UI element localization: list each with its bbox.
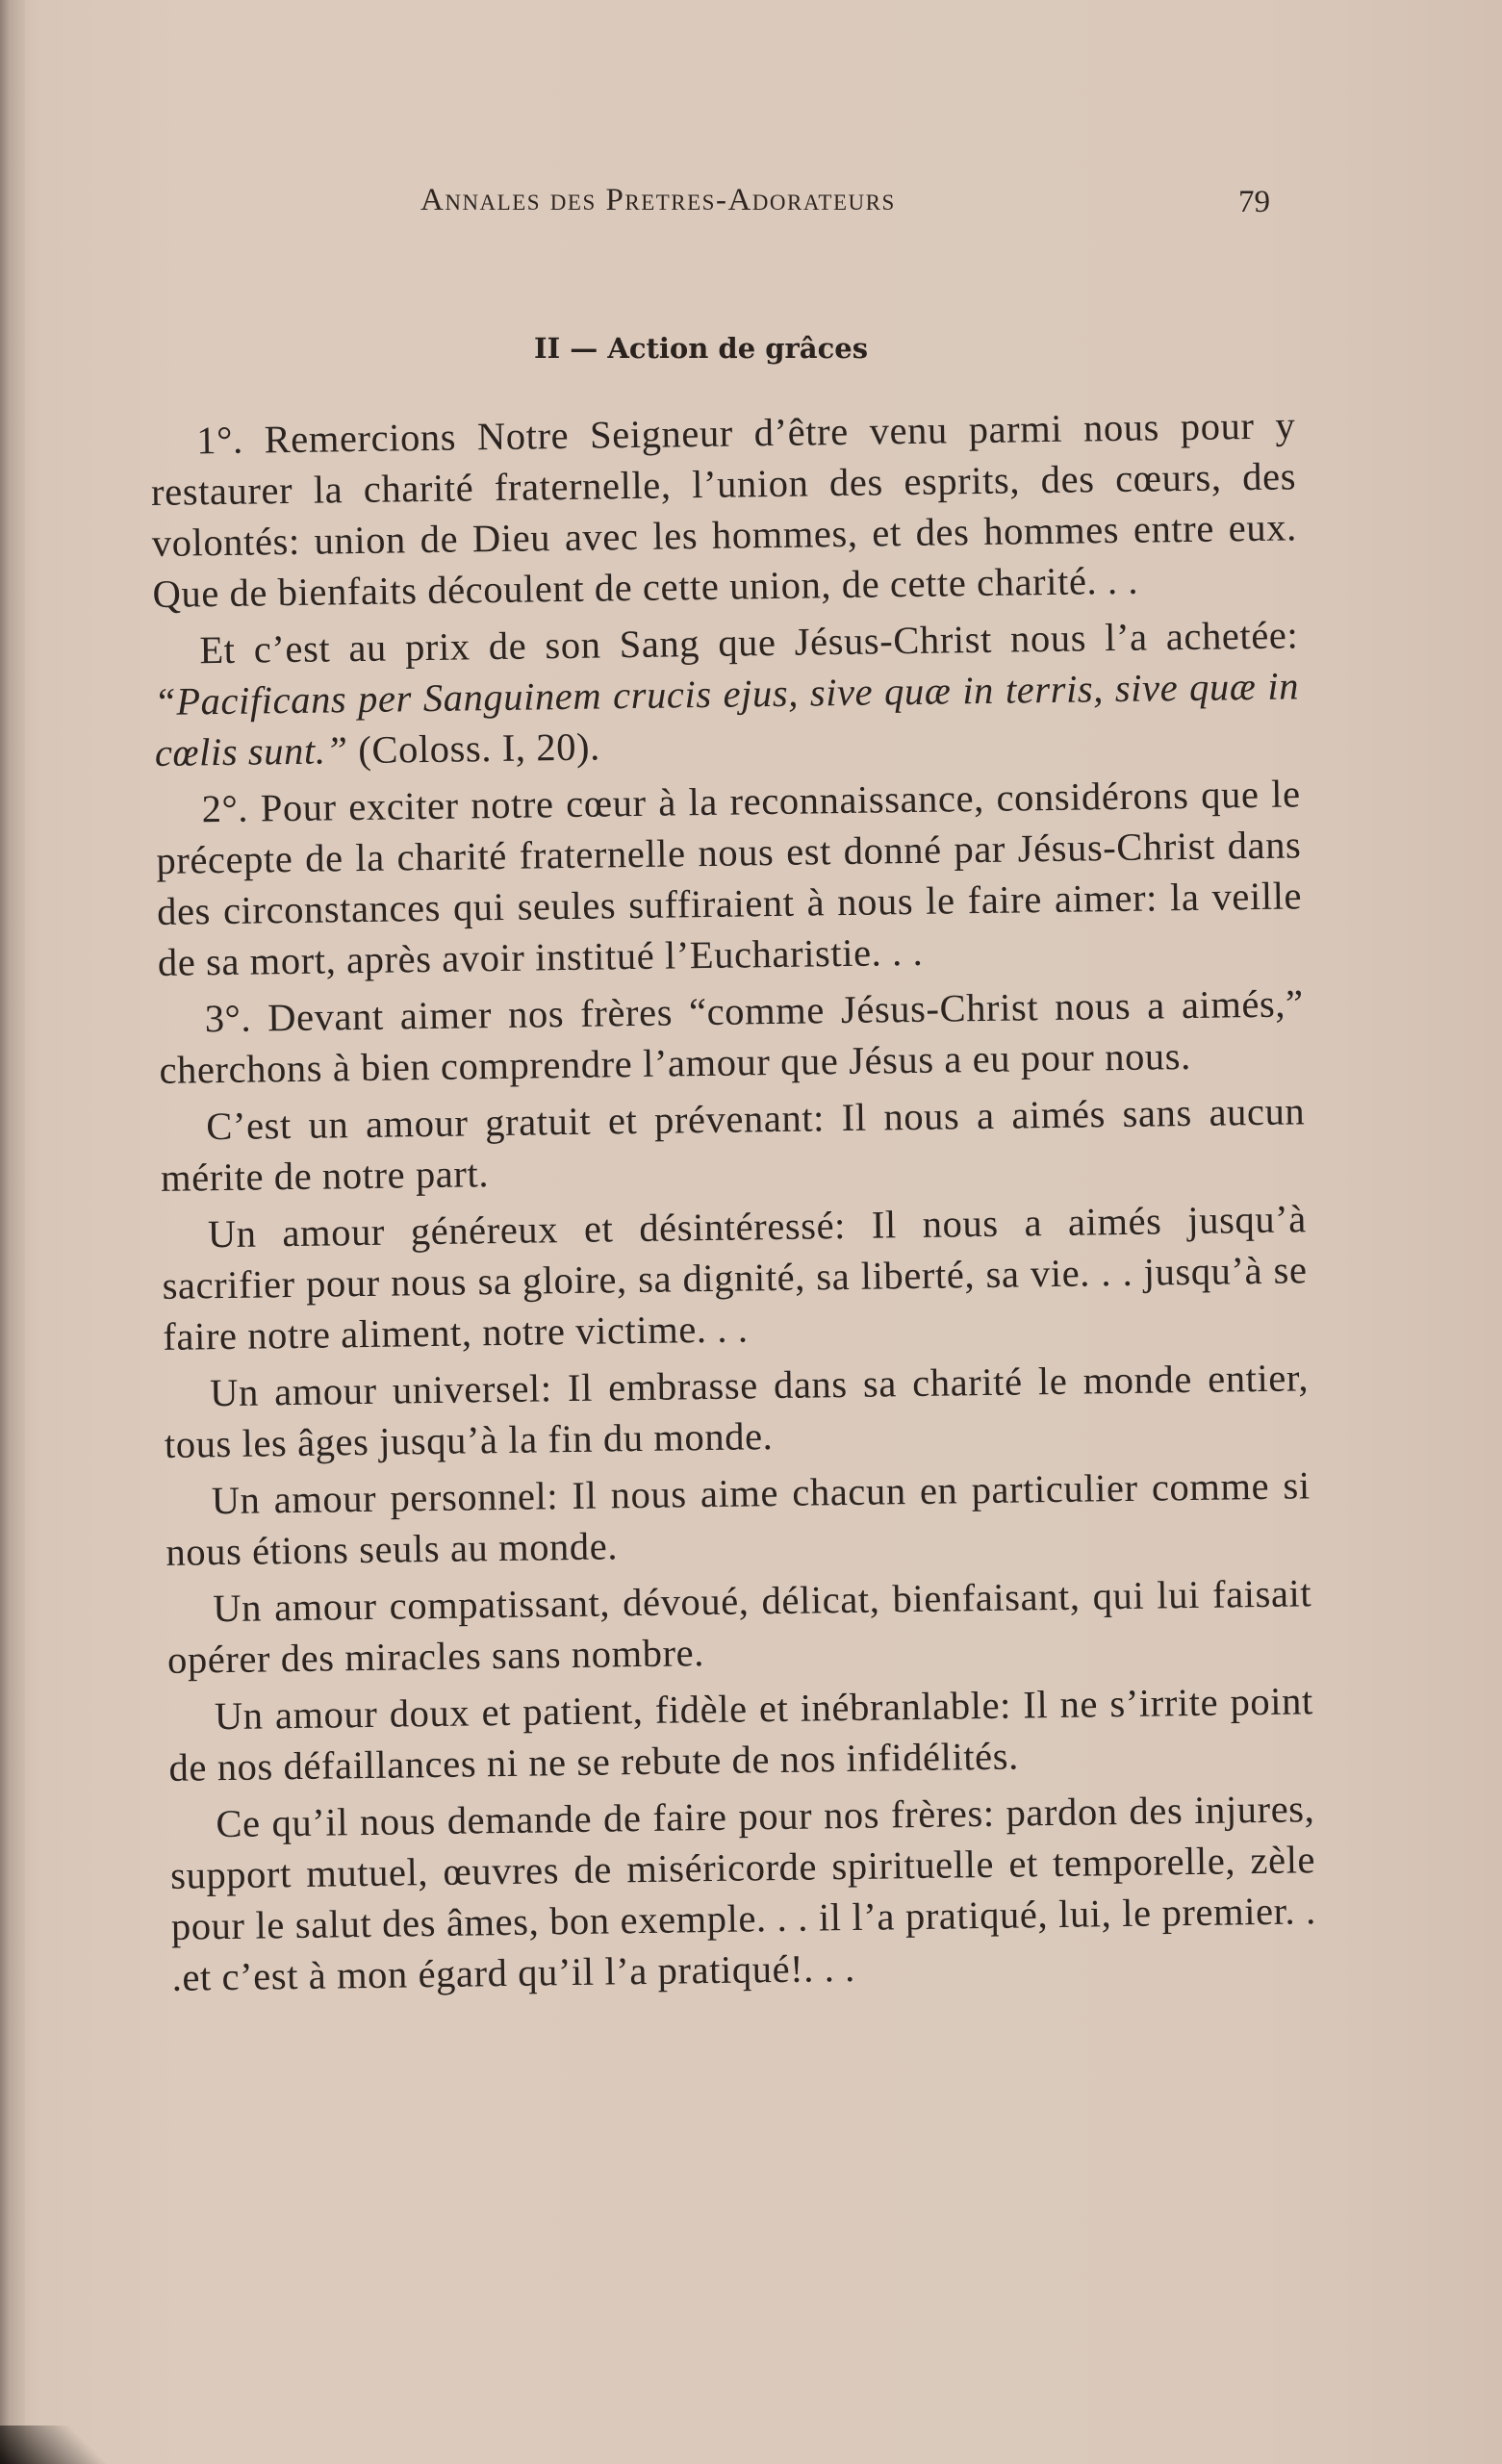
paragraph-2 <box>153 609 1300 778</box>
paragraph-1 <box>150 399 1298 620</box>
corner-shadow <box>0 2426 115 2464</box>
paragraph-text: 2°. Pour exciter notre cœur à la reconnaissance, considérons que le précepte de la charité fraternelle nous est donné par Jésus-Christ dans des circonstances qui seules suffiraient à nous le faire aimer: la veille de sa mort, après avoir institué l’Eucharistie. . . <box>156 772 1303 984</box>
page-number: 79 <box>1238 185 1270 219</box>
citation: (Coloss. I, 20). <box>347 724 601 773</box>
paragraph-text: Un amour compatissant, dévoué, délicat, bienfaisant, qui lui faisait opérer des miracles sans nombre. <box>166 1571 1312 1682</box>
paragraph-text: Et c’est au prix de son Sang que Jésus-Christ nous l’a achetée: <box>199 613 1299 673</box>
section-title: II — Action de grâces <box>534 332 869 365</box>
paragraph-text: Un amour doux et patient, fidèle et inébranlable: Il ne s’irrite point de nos défaillances ni ne se rebute de nos infidélités. <box>168 1679 1314 1790</box>
paragraph-8 <box>165 1460 1311 1578</box>
body-text <box>150 399 1317 2002</box>
paragraph-5 <box>160 1085 1306 1204</box>
paragraph-text: 1°. Remercions Notre Seigneur d’être venu parmi nous pour y restaurer la charité fraternelle, l’union des esprits, des cœurs, des volontés: union de Dieu avec les hommes, et des hommes entre eux. Que de bienfaits découlent de cette union, de cette charité. . . <box>150 403 1298 616</box>
latin-quote: “Pacificans per Sanguinem crucis ejus, sive quæ in terris, sive quæ in cœlis sunt.” <box>153 664 1300 775</box>
paragraph-4 <box>158 978 1304 1096</box>
paragraph-text: Ce qu’il nous demande de faire pour nos frères: pardon des injures, support mutuel, œuvres de miséricorde spirituelle et temporelle, zèle pour le salut des âmes, bon exemple. . . il l’a pratiqué, lui, le premier. . .et c’est à mon égard qu’il l’a pratiqué!. . . <box>169 1787 1317 1999</box>
paragraph-6 <box>162 1193 1309 1362</box>
running-head: Annales des Pretres-Adorateurs <box>420 183 896 217</box>
paragraph-10 <box>168 1675 1314 1793</box>
paragraph-3 <box>155 768 1303 988</box>
paragraph-text: Un amour universel: Il embrasse dans sa charité le monde entier, tous les âges jusqu’à la fin du monde. <box>164 1356 1310 1466</box>
paragraph-text: C’est un amour gratuit et prévenant: Il nous a aimés sans aucun mérite de notre part. <box>160 1089 1306 1200</box>
paragraph-7 <box>164 1352 1310 1470</box>
paragraph-text: Un amour personnel: Il nous aime chacun en particulier comme si nous étions seuls au monde. <box>165 1463 1311 1574</box>
paragraph-text: 3°. Devant aimer nos frères “comme Jésus-Christ nous a aimés,” cherchons à bien comprendre l’amour que Jésus a eu pour nous. <box>159 981 1304 1092</box>
paragraph-9 <box>166 1567 1312 1686</box>
paragraph-text: Un amour généreux et désintéressé: Il nous a aimés jusqu’à sacrifier pour nous sa gloire, sa dignité, sa liberté, sa vie. . . jusqu’à se faire notre aliment, notre victime. . . <box>162 1197 1308 1359</box>
paragraph-11 <box>169 1783 1317 2003</box>
book-binding-edge <box>0 0 25 2464</box>
